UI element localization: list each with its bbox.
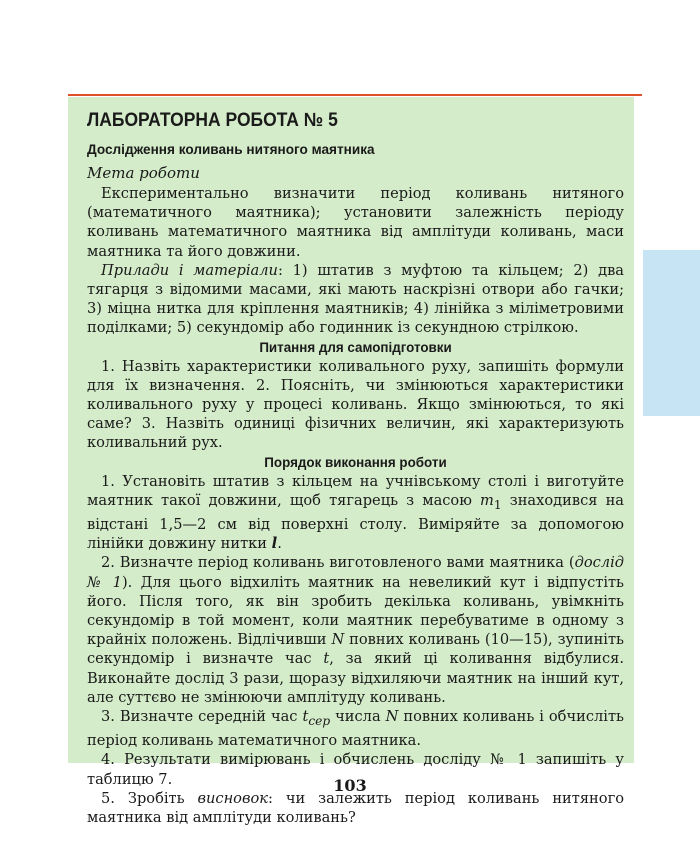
step1-text-b: знаходився на відстані 1,5—2 см від поверхні столу. Виміряйте за допомогою лінійки довжину нитки [87, 491, 624, 553]
var-n: N [331, 631, 345, 649]
equipment-label: Прилади і матеріали [101, 261, 278, 279]
step1-text-c: . [277, 535, 282, 553]
lab-content [87, 105, 624, 827]
step2-text-a: 2. Визначте період коливань виготовленого вами маятника ( [101, 554, 575, 572]
lab-subtitle: Дослідження коливань нитяного маятника [87, 142, 375, 157]
step3-text-b: числа [330, 707, 386, 725]
conclusion-word: висновок [197, 789, 268, 807]
experiment-ref: дослід № 1 [87, 554, 624, 591]
sub-m: 1 [493, 497, 502, 512]
step5-text-a: 5. Зробіть [101, 789, 198, 807]
step2-text-c: повних коливань (10—15), зупиніть секундомір і визначте час [87, 631, 624, 668]
procedure-step-2 [87, 553, 624, 707]
step5-text-b: : чи залежить період коливань нитяного маятника від амплітуди коливань? [87, 789, 624, 826]
step2-text-d: , за який ці коливання відбулися. Виконайте дослід 3 рази, щоразу відхиляючи маятник на інший кут, але суттєво не змінюючи амплітуду коливань. [87, 650, 625, 706]
procedure-heading: Порядок виконання роботи [264, 454, 447, 470]
var-t-avg: t [302, 707, 309, 725]
equipment-text: : 1) штатив з муфтою та кільцем; 2) два тягарця з відомими масами, які мають наскрізні отвори або гачки; 3) міцна нитка для кріплення маятників; 4) лінійка з міліметровими поділками; 5) секундомір або годинник із секундною стрілкою. [87, 261, 625, 337]
equipment-paragraph [87, 261, 624, 338]
self-prep-heading: Питання для самопідготовки [259, 339, 452, 355]
var-m: m [480, 491, 494, 509]
top-rule [68, 94, 642, 96]
lab-title: ЛАБОРАТОРНА РОБОТА № 5 [87, 110, 338, 131]
step1-text-a: 1. Установіть штатив з кільцем на учнівському столі і виготуйте маятник такої довжини, щоб тягарець з масою [87, 472, 624, 509]
var-t: t [323, 650, 330, 668]
procedure-step-4: 4. Результати вимірювань і обчислень досліду № 1 запишіть у таблицю 7. [87, 751, 624, 788]
sub-avg: сер [308, 713, 331, 728]
var-n-2: N [385, 707, 399, 725]
side-tab [643, 250, 700, 416]
procedure-step-3 [87, 707, 624, 750]
goal-text: Експериментально визначити період коливань нитяного (математичного маятника); установити залежність періоду коливань математичного маятника від амплітуди коливань, маси маятника та його довжини. [87, 185, 624, 260]
page-number: 103 [333, 776, 367, 795]
self-prep-text: 1. Назвіть характеристики коливального руху, запишіть формули для їх визначення. 2. Поясніть, чи змінюються характеристики коливального руху у процесі коливань. Якщо змінюються, то які саме? 3. Назвіть одиниці фізичних величин, які характеризують коливальний рух. [87, 357, 624, 452]
goal-heading: Мета роботи [87, 164, 200, 182]
step3-text-a: 3. Визначте середній час [101, 707, 303, 725]
var-l: l [271, 535, 278, 553]
procedure-step-1 [87, 472, 624, 554]
step2-text-b: ). Для цього відхиліть маятник на невеликий кут і відпустіть його. Після того, як він зробить декілька коливань, увімкніть секундомір в той момент, коли маятник перебуватиме в одному з крайніх положень. Відлічивши [87, 573, 625, 649]
step3-text-c: повних коливань і обчисліть період коливань математичного маятника. [87, 707, 624, 750]
